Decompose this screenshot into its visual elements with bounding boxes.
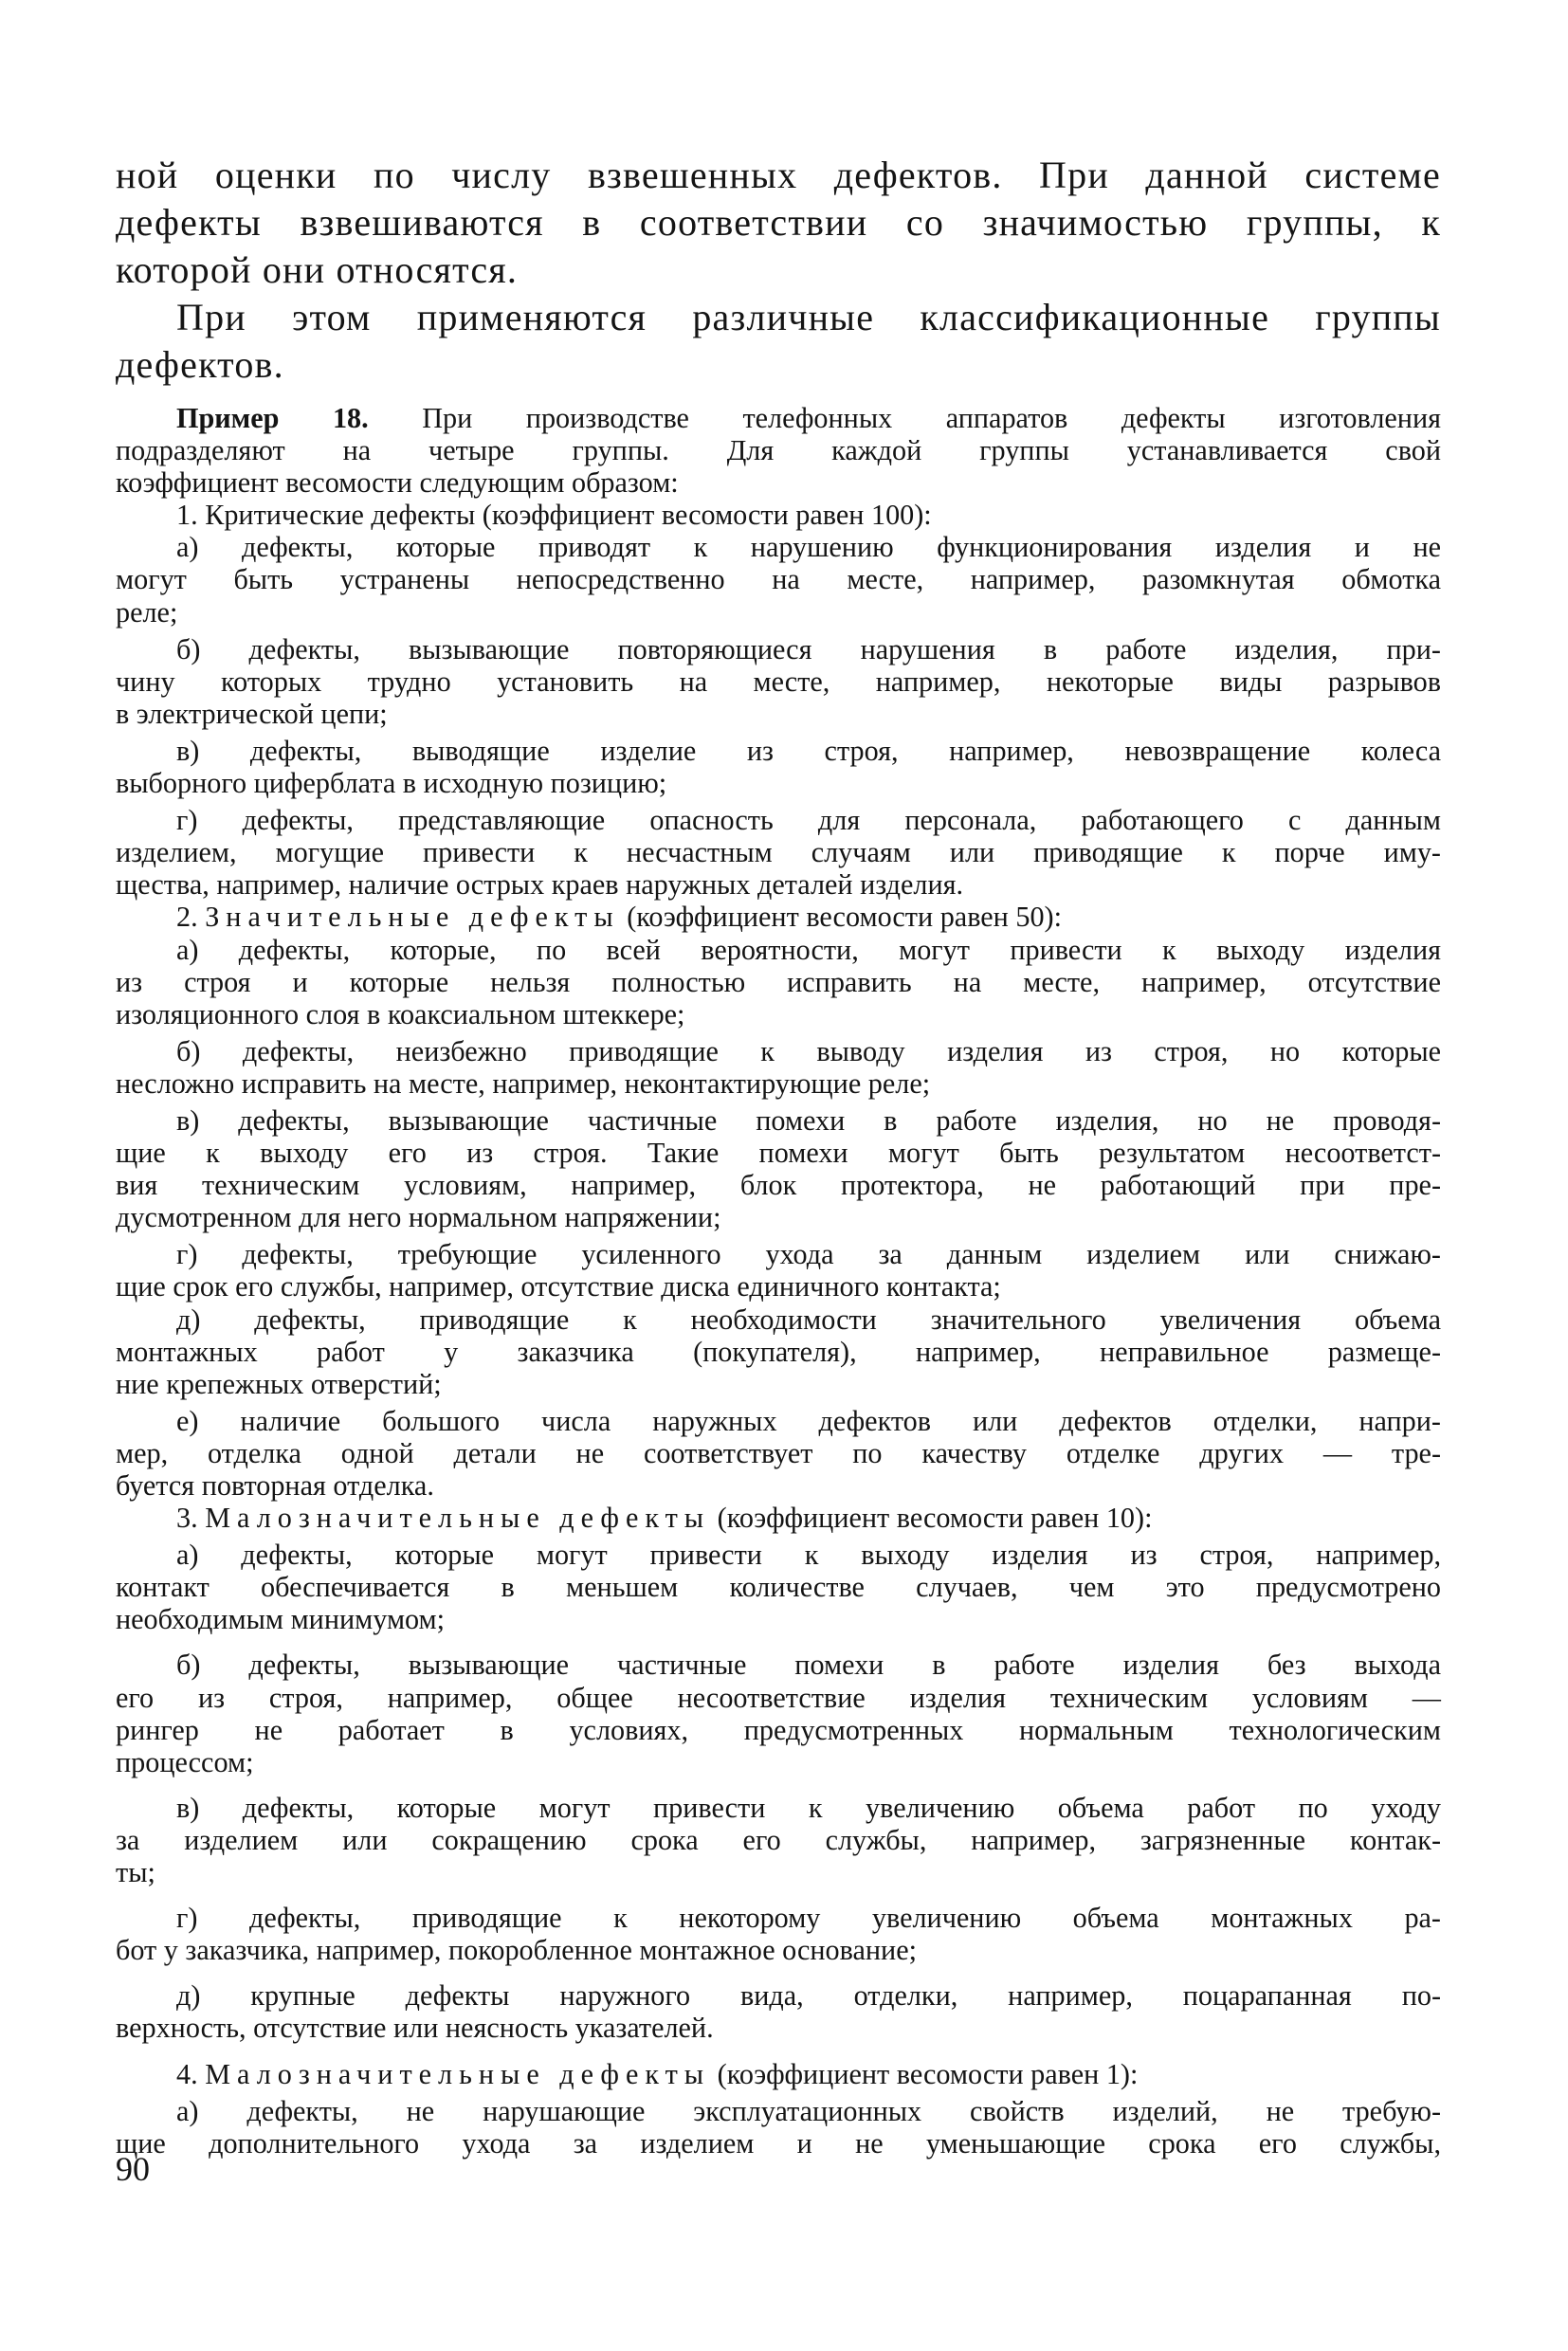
text-line: ной оценки по числу взвешенных дефектов. При данной системе: [116, 154, 1441, 196]
text-line: мер, отделка одной детали не соответствует по качеству отделке других — тре-: [116, 1436, 1441, 1469]
text-line: в) дефекты, которые могут привести к увеличению объема работ по уходу: [176, 1791, 1441, 1824]
text-line: за изделием или сокращению срока его службы, например, загрязненные контак-: [116, 1823, 1441, 1856]
text-line: а) дефекты, которые, по всей вероятности, могут привести к выходу изделия: [176, 933, 1441, 966]
list-item: [116, 1303, 1441, 1400]
document-page: [116, 152, 1441, 2160]
text-line: г) дефекты, требующие усиленного ухода за данным изделием или снижаю-: [176, 1238, 1441, 1271]
text-line: в электрической цепи;: [116, 697, 388, 730]
text-line: [116, 901, 1441, 933]
text-line: б) дефекты, вызывающие повторяющиеся нарушения в работе изделия, при-: [176, 632, 1441, 665]
text-line: реле;: [116, 595, 178, 629]
text-line: дефектов.: [116, 343, 284, 386]
text-line: [116, 402, 1441, 434]
category-heading-minor-2: [116, 2058, 1441, 2090]
example-label: Пример 18.: [176, 402, 369, 434]
heading-number: 4.: [176, 2057, 206, 2090]
list-item: [116, 1649, 1441, 1777]
text-line: [116, 1502, 1441, 1534]
text-line: чину которых трудно установить на месте, например, некоторые виды разрывов: [116, 665, 1441, 698]
text-line: буется повторная отделка.: [116, 1469, 434, 1502]
text-line: его из строя, например, общее несоответствие изделия техническим условиям —: [116, 1681, 1441, 1714]
heading-title: Малозначительные дефекты: [205, 1502, 711, 1535]
text-line: из строя и которые нельзя полностью исправить на месте, например, отсутствие: [116, 965, 1441, 998]
list-item: [116, 1035, 1441, 1100]
text-line: 1. Критические дефекты (коэффициент весомости равен 100):: [176, 499, 932, 532]
category-heading-significant: [116, 901, 1441, 933]
list-item: [116, 1405, 1441, 1502]
list-item: [116, 1902, 1441, 1966]
text-line: щие к выходу его из строя. Такие помехи могут быть результатом несоответст-: [116, 1137, 1441, 1170]
heading-rest: (коэффициент весомости равен 1):: [710, 2057, 1139, 2090]
list-item: [116, 1539, 1441, 1635]
text-line: б) дефекты, неизбежно приводящие к выводу изделия из строя, но которые: [176, 1034, 1441, 1067]
list-item: [116, 531, 1441, 628]
text-line: г) дефекты, представляющие опасность для персонала, работающего с данным: [176, 804, 1441, 837]
text-line: верхность, отсутствие или неясность указателей.: [116, 2012, 714, 2045]
list-item: [116, 2095, 1441, 2160]
list-item: [116, 1238, 1441, 1303]
category-heading-minor: [116, 1502, 1441, 1534]
list-item: [116, 934, 1441, 1030]
intro-paragraph-2: [116, 294, 1441, 389]
text-line: щие дополнительного ухода за изделием и не уменьшающие срока его службы,: [116, 2126, 1441, 2160]
text-line: в) дефекты, выводящие изделие из строя, например, невозвращение колеса: [176, 734, 1441, 767]
text-line: а) дефекты, которые могут привести к выходу изделия из строя, например,: [176, 1539, 1441, 1572]
text-line: ние крепежных отверстий;: [116, 1367, 442, 1400]
heading-number: 3.: [176, 1502, 206, 1535]
text-line: необходимым минимумом;: [116, 1603, 446, 1636]
text-line: несложно исправить на месте, например, неконтактирующие реле;: [116, 1066, 931, 1100]
heading-number: 2.: [176, 901, 206, 934]
text-line: щества, например, наличие острых краев наружных деталей изделия.: [116, 868, 964, 902]
page-number: 90: [116, 2150, 150, 2188]
intro-paragraph: [116, 152, 1441, 294]
text-line: При этом применяются различные классификационные группы: [176, 296, 1441, 338]
text-line: ты;: [116, 1856, 155, 1889]
list-item: [116, 1792, 1441, 1888]
text-line: дусмотренном для него нормальном напряжении;: [116, 1201, 721, 1234]
text-line: которой они относятся.: [116, 248, 519, 291]
text-line: изделием, могущие привести к несчастным случаям или приводящие к порче иму-: [116, 836, 1441, 869]
text-line: коэффициент весомости следующим образом:: [116, 466, 679, 500]
example-paragraph: [116, 402, 1441, 499]
text-line: рингер не работает в условиях, предусмотренных нормальным технологическим: [116, 1713, 1441, 1746]
text-line: д) дефекты, приводящие к необходимости значительного увеличения объема: [176, 1303, 1441, 1336]
text-line: б) дефекты, вызывающие частичные помехи в работе изделия без выхода: [176, 1649, 1441, 1682]
text-line: д) крупные дефекты наружного вида, отделки, например, поцарапанная по-: [176, 1979, 1441, 2013]
text-line: подразделяют на четыре группы. Для каждой группы устанавливается свой: [116, 434, 1441, 467]
text-line: контакт обеспечивается в меньшем количестве случаев, чем это предусмотрено: [116, 1571, 1441, 1604]
heading-title: Значительные дефекты: [205, 901, 620, 934]
text-line: изоляционного слоя в коаксиальном штеккере;: [116, 997, 685, 1030]
text-line: дефекты взвешиваются в соответствии со значимостью группы, к: [116, 201, 1441, 244]
text-line: в) дефекты, вызывающие частичные помехи в работе изделия, но не проводя-: [176, 1103, 1441, 1137]
text-line: бот у заказчика, например, покоробленное монтажное основание;: [116, 1934, 917, 1967]
text-line: монтажных работ у заказчика (покупателя), например, неправильное размеще-: [116, 1335, 1441, 1368]
text-line: могут быть устранены непосредственно на месте, например, разомкнутая обмотка: [116, 563, 1441, 596]
example-text: При производстве телефонных аппаратов дефекты изготовления: [368, 402, 1441, 434]
list-item: [116, 1104, 1441, 1233]
text-line: щие срок его службы, например, отсутствие диска единичного контакта;: [116, 1270, 1001, 1303]
text-line: [116, 2058, 1441, 2090]
text-line: а) дефекты, которые приводят к нарушению функционирования изделия и не: [176, 531, 1441, 564]
list-item: [116, 804, 1441, 901]
heading-rest: (коэффициент весомости равен 10):: [710, 1502, 1153, 1535]
list-item: [116, 633, 1441, 730]
category-heading-critical: [116, 499, 1441, 531]
heading-rest: (коэффициент весомости равен 50):: [619, 901, 1062, 934]
text-line: а) дефекты, не нарушающие эксплуатационных свойств изделий, не требую-: [176, 2094, 1441, 2127]
text-line: вия техническим условиям, например, блок протектора, не работающий при пре-: [116, 1169, 1441, 1202]
text-line: е) наличие большого числа наружных дефектов или дефектов отделки, напри-: [176, 1404, 1441, 1437]
list-item: [116, 1979, 1441, 2044]
text-line: процессом;: [116, 1745, 254, 1778]
list-item: [116, 735, 1441, 799]
heading-title: Малозначительные дефекты: [205, 2057, 711, 2090]
text-line: выборного циферблата в исходную позицию;: [116, 767, 667, 800]
text-line: г) дефекты, приводящие к некоторому увеличению объема монтажных ра-: [176, 1902, 1441, 1935]
